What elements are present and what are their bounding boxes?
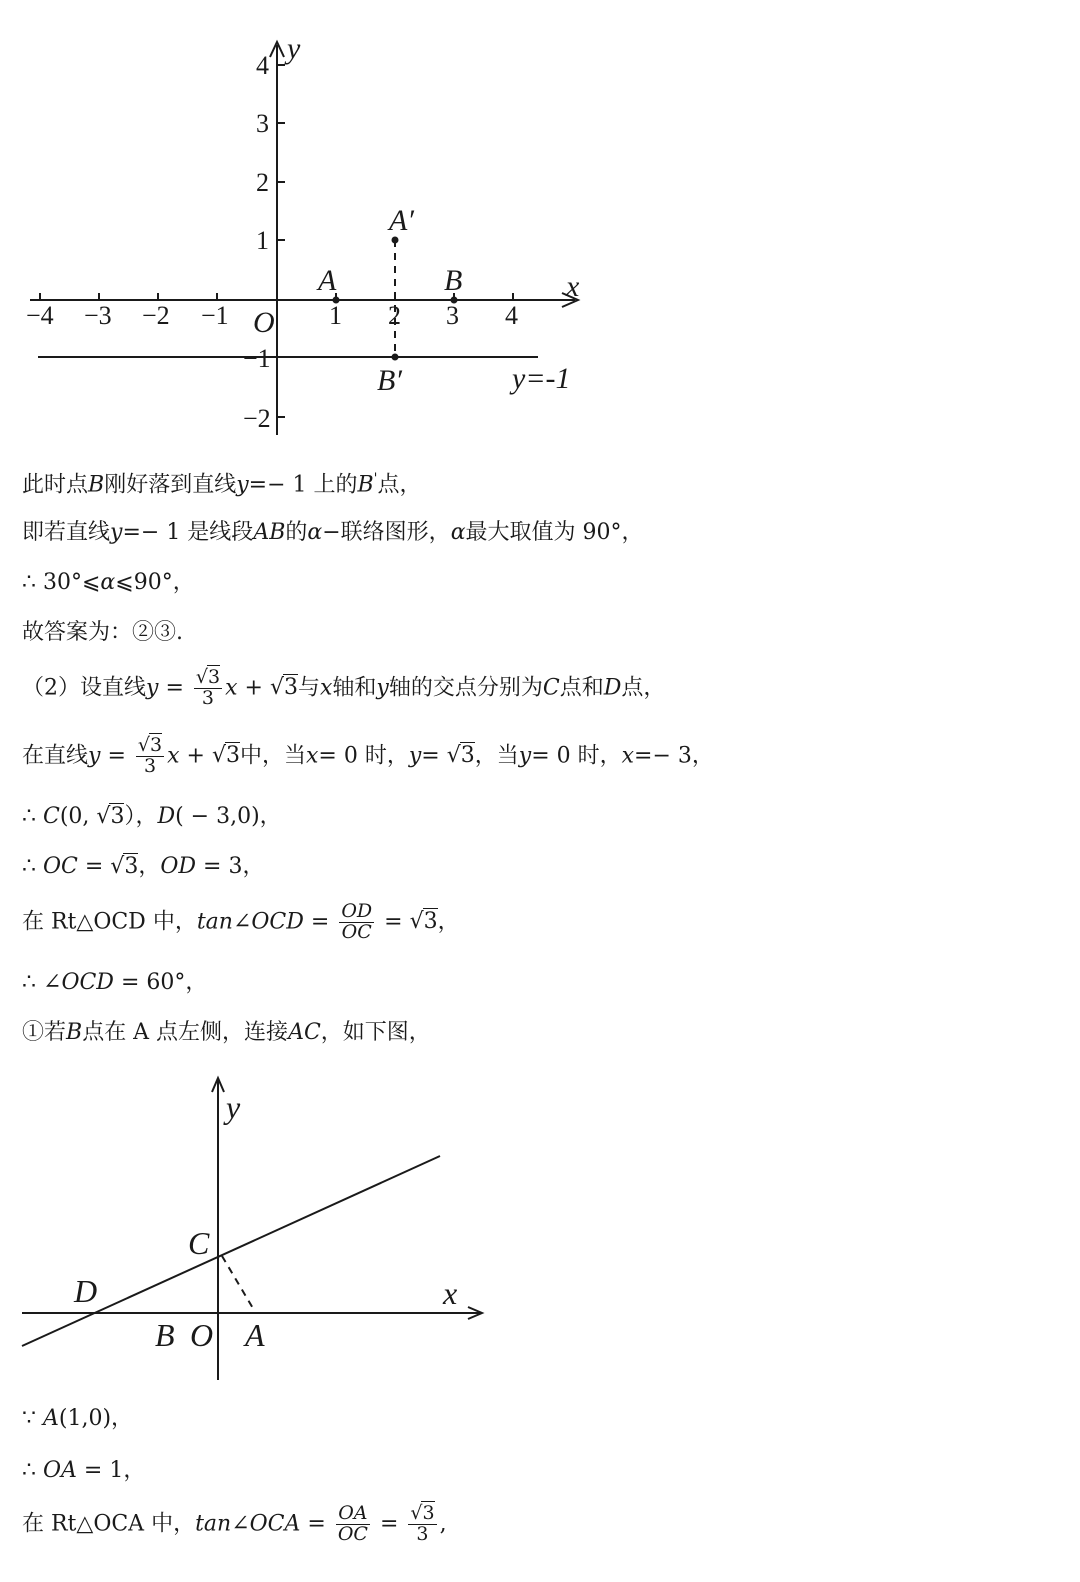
axis-label-x: x	[566, 270, 580, 303]
x-tick-label: 2	[388, 301, 401, 330]
origin-label: O	[253, 306, 275, 339]
text-line-10: ∴ ∠OCD = 60°，	[22, 970, 208, 995]
x-tick-label: −3	[84, 301, 112, 330]
text-line-9: 在 Rt△OCD 中，tan∠OCD = $\frac{OD}{OC}$ = √3，	[22, 900, 460, 943]
line-CD	[22, 1156, 440, 1346]
x-tick-label: −1	[201, 301, 229, 330]
point-A-prime	[392, 237, 399, 244]
text-line-6: 在直线y = $\frac{√3}{3}$ x + √3中，当x= 0 时，y= √3，当y= 0 时，x=− 3，	[22, 734, 714, 777]
text-line-4: 故答案为：②③.	[22, 620, 183, 645]
x-tick-label: 1	[329, 301, 342, 330]
y-tick-label: 1	[256, 226, 269, 255]
point-label-B: B	[155, 1317, 175, 1353]
point-label-B-prime: B′	[377, 364, 402, 397]
x-tick-label: −2	[142, 301, 170, 330]
text-line-11: ①若B点在 A 点左侧，连接AC，如下图，	[22, 1020, 431, 1045]
y-tick-label: −1	[243, 344, 271, 373]
line-label: y=-1	[512, 362, 571, 395]
axis-label-y: y	[226, 1089, 241, 1125]
x-tick-label: 4	[505, 301, 518, 330]
x-tick-label: −4	[26, 301, 54, 330]
y-tick-label: −2	[243, 404, 271, 433]
axis-label-x: x	[443, 1275, 458, 1311]
text-line-1: 此时点B刚好落到直线y=− 1 上的B'点，	[22, 471, 422, 498]
text-line-8: ∴ OC = √3，OD = 3，	[22, 854, 265, 879]
point-label-B: B	[444, 264, 463, 297]
segment-AC	[222, 1256, 254, 1310]
y-tick-label: 2	[256, 168, 269, 197]
point-B-prime	[392, 354, 399, 361]
text-line-14: 在 Rt△OCA 中，tan∠OCA = $\frac{OA}{OC}$ = $\frac{√3}{3}$ ,	[22, 1502, 447, 1545]
y-tick-label: 4	[256, 51, 269, 80]
y-tick-label: 3	[256, 109, 269, 138]
text-line-2: 即若直线y=− 1 是线段AB的α−联络图形，α最大取值为 90°，	[22, 520, 644, 545]
point-label-C: C	[188, 1225, 210, 1261]
point-label-A-prime: A′	[389, 204, 414, 237]
x-tick-label: 3	[446, 301, 459, 330]
text-line-3: ∴ 30°⩽α⩽90°，	[22, 570, 195, 595]
text-line-7: ∴ C(0, √3），D( − 3,0)，	[22, 804, 282, 829]
point-label-D: D	[74, 1273, 98, 1309]
text-line-13: ∴ OA = 1，	[22, 1458, 146, 1483]
point-label-A: A	[318, 264, 337, 297]
text-line-5: （2）设直线y = $\frac{√3}{3}$ x + √3与x轴和y轴的交点分别为C点和D点，	[22, 666, 666, 709]
point-label-O: O	[190, 1317, 214, 1353]
axis-label-y: y	[287, 32, 301, 65]
point-label-A: A	[245, 1317, 265, 1353]
figure-coordinate-plane	[0, 0, 620, 445]
figure-line-diagram	[0, 1060, 520, 1390]
text-line-12: ∵ A(1,0)，	[22, 1406, 134, 1431]
